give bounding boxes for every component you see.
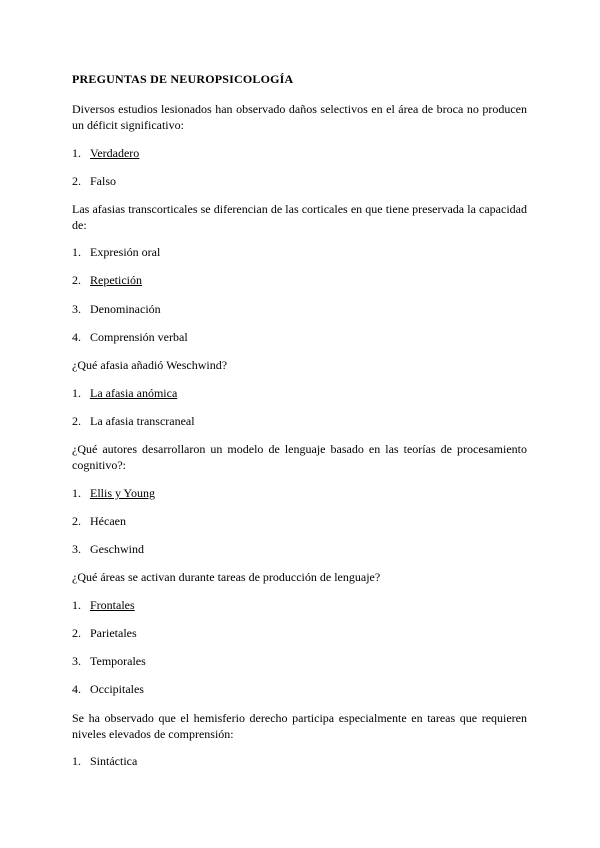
page-title: PREGUNTAS DE NEUROPSICOLOGÍA [72, 72, 294, 86]
question-text: Se ha observado que el hemisferio derecho participa especialmente en tareas que requieren niveles elevados de comprensión: [72, 711, 527, 741]
option-item: 4. Occipitales [72, 682, 144, 696]
correct-answer: Repetición [90, 273, 142, 287]
question-text: ¿Qué áreas se activan durante tareas de producción de lenguaje? [72, 570, 381, 584]
option-item: 2. Falso [72, 174, 117, 188]
question-text: ¿Qué autores desarrollaron un modelo de lenguaje basado en las teorías de procesamiento cognitivo?: [72, 442, 527, 472]
correct-answer: Frontales [90, 598, 135, 612]
option-item: 1. Verdadero [72, 146, 140, 160]
correct-answer: Verdadero [90, 146, 140, 160]
option-item: 3. Denominación [72, 302, 161, 316]
option-item: 1. Ellis y Young [72, 486, 156, 500]
option-item: 3. Geschwind [72, 542, 144, 556]
option-item: 2. Hécaen [72, 514, 126, 528]
question-text: Las afasias transcorticales se diferencian de las corticales en que tiene preservada la capacidad de: [72, 202, 527, 232]
option-item: 1. Sintáctica [72, 754, 138, 768]
question-text: Diversos estudios lesionados han observado daños selectivos en el área de broca no producen un déficit significativo: [72, 102, 527, 132]
correct-answer: Ellis y Young [90, 486, 156, 500]
option-item: 2. Parietales [72, 626, 137, 640]
option-item: 1. Expresión oral [72, 245, 161, 259]
option-item: 1. Frontales [72, 598, 135, 612]
option-item: 2. La afasia transcraneal [72, 414, 195, 428]
option-item: 1. La afasia anómica [72, 386, 178, 400]
option-item: 2. Repetición [72, 273, 142, 287]
option-item: 4. Comprensión verbal [72, 330, 188, 344]
option-item: 3. Temporales [72, 654, 146, 668]
correct-answer: La afasia anómica [90, 386, 178, 400]
question-text: ¿Qué afasia añadió Weschwind? [72, 358, 228, 372]
